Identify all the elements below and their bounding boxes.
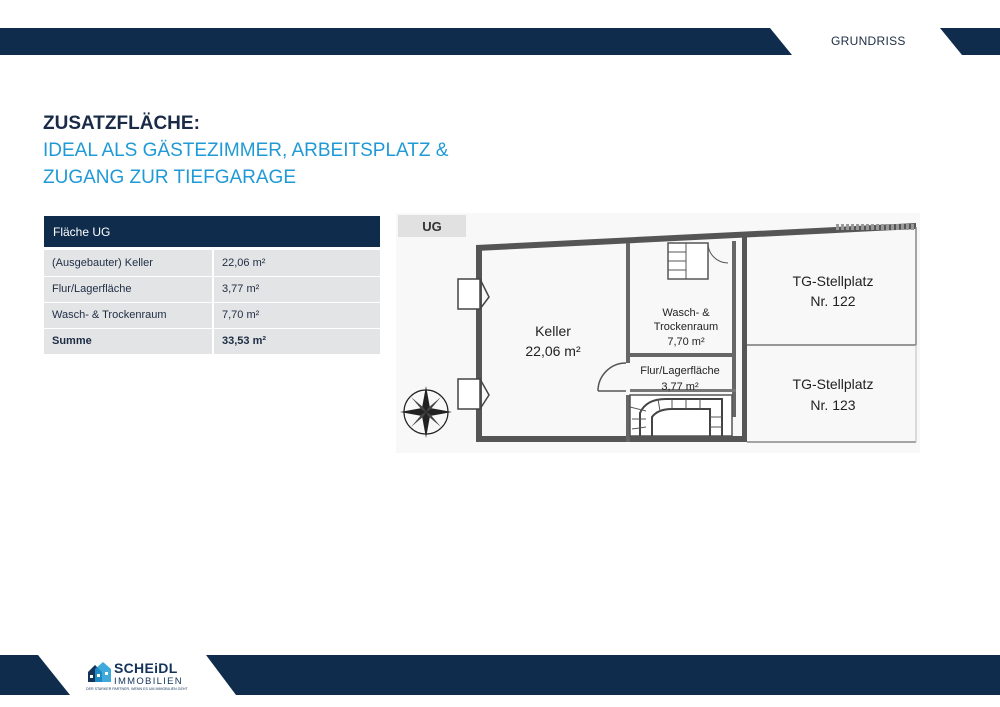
parking-123-number: Nr. 123 (810, 397, 856, 413)
row-label: Wasch- & Trockenraum (44, 302, 213, 328)
company-logo (86, 659, 210, 693)
parking-123-name: TG-Stellplatz (792, 376, 874, 392)
logo-subname: IMMOBILIEN (114, 676, 183, 687)
parking-122-name: TG-Stellplatz (792, 273, 874, 289)
house-logo-icon (86, 660, 112, 684)
headline-line-3: ZUGANG ZUR TIEFGARAGE (43, 167, 297, 188)
table-row (44, 276, 380, 302)
table-row (44, 302, 380, 328)
level-label: UG (422, 219, 442, 234)
room-keller-area: 22,06 m² (525, 343, 581, 359)
divider-wall (742, 233, 747, 442)
header-bar-right (940, 28, 1000, 55)
spiral-stairs-icon (630, 395, 732, 436)
row-value: 7,70 m² (213, 302, 380, 328)
room-flur-area: 3,77 m² (661, 381, 699, 393)
row-label: (Ausgebauter) Keller (44, 250, 213, 276)
footer-bar-left (0, 655, 70, 695)
row-value: 22,06 m² (213, 250, 380, 276)
room-wasch-area: 7,70 m² (667, 336, 705, 348)
section-label: GRUNDRISS (831, 34, 906, 48)
room-flur-name: Flur/Lagerfläche (640, 365, 720, 377)
footer-bar (206, 655, 1000, 695)
table-row-sum (44, 328, 380, 354)
room-keller-name: Keller (535, 323, 571, 339)
sum-value: 33,53 m² (213, 328, 380, 354)
bottom-wall (482, 436, 742, 442)
logo-name: SCHEiDL (114, 660, 178, 676)
row-label: Flur/Lagerfläche (44, 276, 213, 302)
area-table (44, 216, 380, 355)
area-table-title: Fläche UG (44, 216, 380, 247)
page-headline (43, 110, 448, 191)
header-bar (0, 28, 792, 55)
row-value: 3,77 m² (213, 276, 380, 302)
parking-122-number: Nr. 122 (810, 293, 856, 309)
room-wasch-name-1: Wasch- & (662, 307, 710, 319)
floor-plan (396, 213, 920, 453)
area-table-header (44, 216, 380, 247)
table-row (44, 250, 380, 276)
sum-label: Summe (44, 328, 213, 354)
logo-tagline: DER STARKER PARTNER, WENN ES UM IMMOBILIEN GEHT (86, 687, 188, 691)
left-wall (476, 248, 482, 442)
headline-line-1: ZUSATZFLÄCHE: (43, 113, 200, 134)
room-wasch-name-2: Trockenraum (653, 321, 719, 333)
headline-line-2: IDEAL ALS GÄSTEZIMMER, ARBEITSPLATZ & (43, 140, 449, 161)
